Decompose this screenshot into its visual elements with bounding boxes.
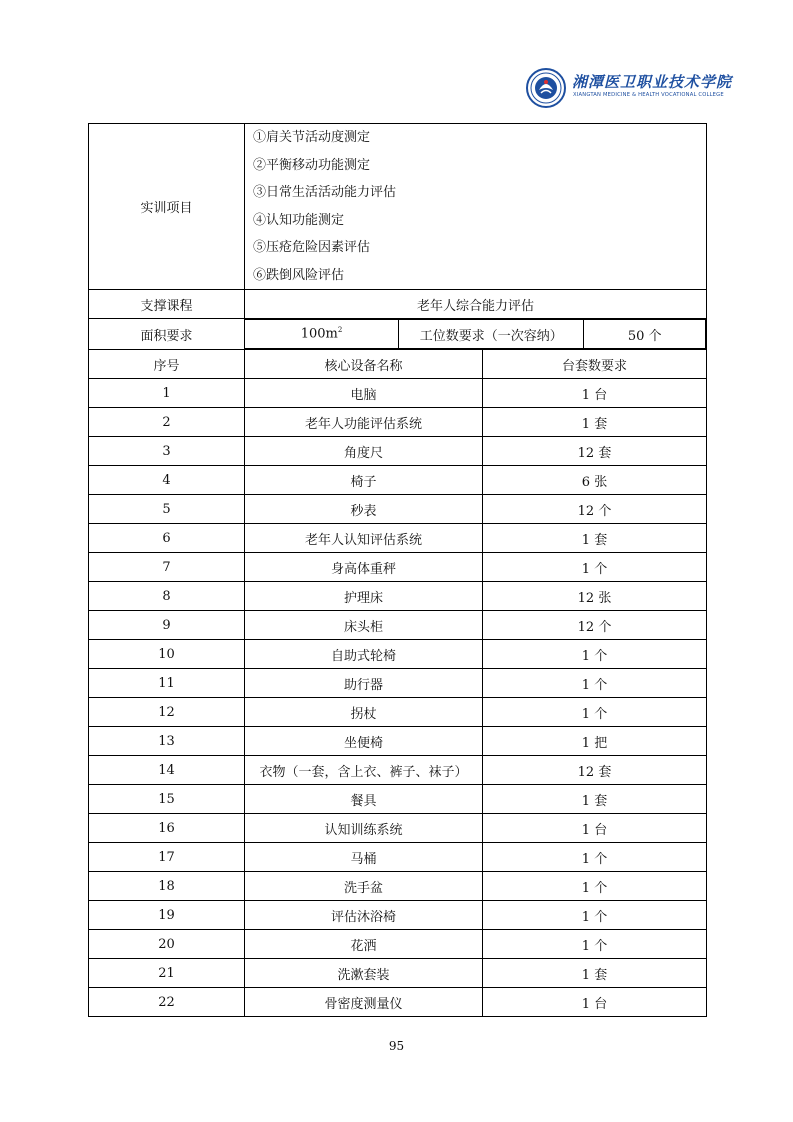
equipment-name: 洗漱套装: [245, 959, 483, 988]
equipment-quantity: 1 个: [483, 698, 707, 727]
college-name-en: XIANGTAN MEDICINE & HEALTH VOCATIONAL COLLEGE: [573, 92, 724, 98]
table-row: [89, 611, 707, 640]
equipment-name: 床头柜: [245, 611, 483, 640]
table-row: [89, 669, 707, 698]
equipment-name: 老年人功能评估系统: [245, 408, 483, 437]
equipment-table: [88, 123, 707, 1017]
project-label: 实训项目: [89, 124, 245, 290]
equipment-name: 认知训练系统: [245, 814, 483, 843]
equipment-name: 角度尺: [245, 437, 483, 466]
equipment-quantity: 1 个: [483, 930, 707, 959]
college-emblem-icon: [526, 68, 566, 108]
equipment-quantity: 1 台: [483, 379, 707, 408]
equipment-quantity: 12 个: [483, 495, 707, 524]
table-row: [89, 901, 707, 930]
project-item: ⑤压疮危险因素评估: [253, 240, 371, 255]
table-row: [89, 553, 707, 582]
project-item: ②平衡移动功能测定: [253, 157, 371, 173]
row-number: 4: [89, 466, 245, 495]
area-inner-table: [245, 319, 706, 349]
course-label: 支撑课程: [89, 290, 245, 319]
row-number: 3: [89, 437, 245, 466]
page-number: 95: [388, 1039, 405, 1053]
equipment-quantity: 1 套: [483, 959, 707, 988]
equipment-quantity: 1 台: [483, 988, 707, 1017]
equipment-quantity: 12 个: [483, 611, 707, 640]
row-number: 11: [89, 669, 245, 698]
row-number: 6: [89, 524, 245, 553]
equipment-name: 洗手盆: [245, 872, 483, 901]
table-row: [89, 756, 707, 785]
equipment-quantity: 1 个: [483, 553, 707, 582]
row-number: 19: [89, 901, 245, 930]
equipment-name: 助行器: [245, 669, 483, 698]
area-row: [89, 319, 707, 350]
project-item: ①肩关节活动度测定: [253, 130, 371, 145]
equipment-name: 拐杖: [245, 698, 483, 727]
row-number: 15: [89, 785, 245, 814]
table-row: [89, 408, 707, 437]
equipment-name: 老年人认知评估系统: [245, 524, 483, 553]
equipment-quantity: 1 套: [483, 524, 707, 553]
course-row: [89, 290, 707, 319]
header-row: [89, 350, 707, 379]
station-label: 工位数要求（一次容纳）: [399, 320, 584, 349]
equipment-name: 秒表: [245, 495, 483, 524]
row-number: 21: [89, 959, 245, 988]
row-number: 2: [89, 408, 245, 437]
course-value: 老年人综合能力评估: [245, 290, 707, 319]
table-row: [89, 379, 707, 408]
area-value: $100m^2$: [245, 320, 399, 349]
area-superscript: 2: [337, 326, 343, 335]
table-row: [89, 582, 707, 611]
col-name-header: 核心设备名称: [245, 350, 483, 379]
table-row: [89, 727, 707, 756]
table-row: [89, 495, 707, 524]
col-no-header: 序号: [89, 350, 245, 379]
row-number: 17: [89, 843, 245, 872]
row-number: 9: [89, 611, 245, 640]
row-number: 5: [89, 495, 245, 524]
project-item: ④认知功能测定: [253, 212, 345, 228]
equipment-quantity: 1 个: [483, 669, 707, 698]
equipment-quantity: 12 张: [483, 582, 707, 611]
college-name-cn: 湘潭医卫职业技术学院: [572, 73, 733, 91]
row-number: 16: [89, 814, 245, 843]
table-row: [89, 524, 707, 553]
table-row: [89, 466, 707, 495]
equipment-name: 餐具: [245, 785, 483, 814]
equipment-name: 电脑: [245, 379, 483, 408]
equipment-quantity: 1 把: [483, 727, 707, 756]
col-qty-header: 台套数要求: [483, 350, 707, 379]
row-number: 10: [89, 640, 245, 669]
equipment-name: 衣物（一套，含上衣、裤子、袜子）: [245, 756, 483, 785]
table-row: [89, 843, 707, 872]
table-row: [89, 930, 707, 959]
equipment-name: 坐便椅: [245, 727, 483, 756]
project-items: [245, 124, 707, 290]
table-row: [89, 988, 707, 1017]
project-item: ③日常生活活动能力评估: [253, 185, 397, 200]
row-number: 7: [89, 553, 245, 582]
project-row: [89, 124, 707, 290]
equipment-name: 身高体重秤: [245, 553, 483, 582]
row-number: 20: [89, 930, 245, 959]
college-logo: [526, 68, 733, 108]
row-number: 22: [89, 988, 245, 1017]
equipment-quantity: 1 套: [483, 785, 707, 814]
area-label: 面积要求: [89, 319, 245, 350]
row-number: 18: [89, 872, 245, 901]
equipment-quantity: 1 个: [483, 872, 707, 901]
row-number: 8: [89, 582, 245, 611]
equipment-name: 骨密度测量仪: [245, 988, 483, 1017]
equipment-name: 花洒: [245, 930, 483, 959]
table-row: [89, 785, 707, 814]
equipment-name: 自助式轮椅: [245, 640, 483, 669]
equipment-quantity: 1 套: [483, 408, 707, 437]
equipment-name: 评估沐浴椅: [245, 901, 483, 930]
equipment-name: 椅子: [245, 466, 483, 495]
equipment-name: 马桶: [245, 843, 483, 872]
table-row: [89, 698, 707, 727]
equipment-quantity: 1 个: [483, 640, 707, 669]
equipment-quantity: 1 个: [483, 901, 707, 930]
table-row: [89, 814, 707, 843]
equipment-quantity: 1 个: [483, 843, 707, 872]
equipment-quantity: 12 套: [483, 437, 707, 466]
table-row: [89, 437, 707, 466]
row-number: 1: [89, 379, 245, 408]
row-number: 13: [89, 727, 245, 756]
equipment-quantity: 12 套: [483, 756, 707, 785]
equipment-quantity: 6 张: [483, 466, 707, 495]
row-number: 14: [89, 756, 245, 785]
project-item: ⑥跌倒风险评估: [253, 267, 345, 283]
table-row: [89, 640, 707, 669]
equipment-quantity: 1 台: [483, 814, 707, 843]
table-row: [89, 872, 707, 901]
station-value: 50 个: [584, 320, 706, 349]
table-row: [89, 959, 707, 988]
row-number: 12: [89, 698, 245, 727]
equipment-name: 护理床: [245, 582, 483, 611]
